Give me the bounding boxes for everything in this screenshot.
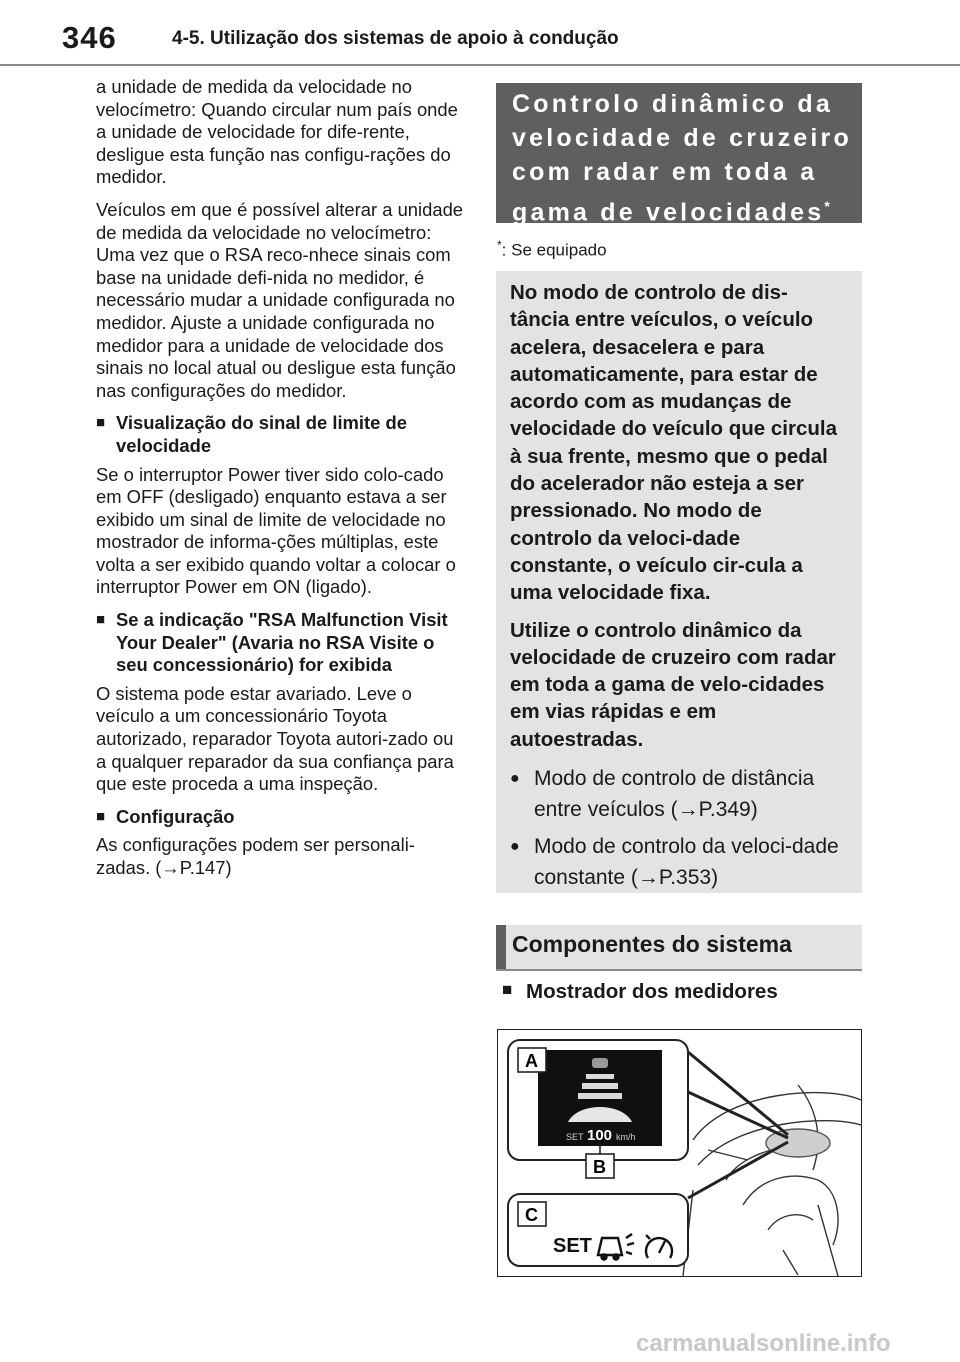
paragraph-configuration: As configurações podem ser personali-zadas. (→P.147) [96,834,415,878]
summary-box [496,271,862,893]
footnote-marker: * [824,198,833,214]
page-header [0,0,960,68]
footnote: *: Se equipado [497,238,607,260]
chapter-title-box [496,83,862,227]
subheading-rsa-malfunction [96,609,468,677]
mode-constant-speed-link[interactable]: Modo de controlo da veloci-dade constante (→P.353) [534,835,839,890]
mode-list [510,763,846,893]
heading-accent-bar [496,925,506,969]
subheading-configuration [96,806,468,829]
subheading-text: Visualização do sinal de limite de velocidade [116,412,407,456]
header-divider [0,64,960,66]
square-bullet-icon: ■ [96,611,106,629]
steering-wheel-drawing [683,1085,861,1276]
subheading-speed-limit-display [96,412,468,457]
summary-paragraph-1: No modo de controlo de dis-tância entre veículos, o veículo acelera, desacelera e para automaticamente, para estar de acordo com as mudanças de velocidade do veículo que circula à sua frente, mesmo que o pedal do acelerador não esteja a ser pressionado. No modo de controlo da veloci-dade constante, o veículo cir-cula a uma velocidade fixa. [510,281,837,605]
watermark: carmanualsonline.info [636,1330,891,1357]
speed-unit: km/h [616,1132,636,1142]
dashboard-illustration [497,1029,862,1277]
subheading-text: Mostrador dos medidores [526,980,778,1003]
meter-subheading [502,980,778,1004]
set-indicator: SET [553,1235,592,1257]
leader-lines [688,1052,788,1198]
label-a: A [525,1051,538,1071]
components-heading: Componentes do sistema [512,931,792,957]
page-number: 346 [62,20,117,55]
paragraph-power-switch: Se o interruptor Power tiver sido colo-cado em OFF (desligado) enquanto estava a ser exibido um sinal de limite de velocidade no mostrador de informa-ções múltiplas, este volta a ser exibido quando voltar a colocar o interruptor Power em ON (ligado). [96,463,456,598]
label-c: C [525,1205,538,1225]
paragraph-unit-speedometer: a unidade de medida da velocidade no velocímetro: Quando circular num país onde a unidade de velocidade for dife-rente, desligue esta função nas configu-rações do medidor. [96,76,458,188]
square-bullet-icon: ■ [96,807,106,825]
left-column [96,76,468,890]
summary-paragraph-2: Utilize o controlo dinâmico da velocidade de cruzeiro com radar em toda a gama de velo-cidades em vias rápidas e em autoestradas. [510,618,836,751]
paragraph-malfunction: O sistema pode estar avariado. Leve o veículo a um concessionário Toyota autorizado, reparador Toyota autori-zado ou a qualquer reparador da sua confiança para que este proceda a uma inspeção. [96,682,454,795]
list-item [510,763,846,825]
round-bullet-icon: ● [510,770,520,788]
square-bullet-icon: ■ [502,980,513,999]
subheading-text: Se a indicação "RSA Malfunction Visit Your Dealer" (Avaria no RSA Visite o seu concessionário) for exibida [116,609,448,676]
chapter-title: Controlo dinâmico da velocidade de cruzeiro com radar em toda a gama de velocidades* [512,90,852,227]
square-bullet-icon: ■ [96,414,106,432]
list-item [510,831,846,893]
section-title: 4-5. Utilização dos sistemas de apoio à condução [172,28,619,49]
subheading-text: Configuração [116,805,235,827]
label-b: B [593,1157,606,1177]
components-heading-box [496,925,862,971]
set-speed-value: 100 [587,1127,613,1144]
round-bullet-icon: ● [510,838,520,856]
set-label: SET [566,1132,584,1142]
car-ahead-icon [592,1058,608,1068]
paragraph-unit-change: Veículos em que é possível alterar a unidade de medida da velocidade no velocímetro: Uma vez que o RSA reco-nhece sinais com base na unidade defi-nida no medidor, é necessário mudar a unidade configurada no medidor. Ajuste a unidade configurada no medidor para a unidade de velocidade dos sinais no local atual ou desligue esta função nas configurações do medidor. [96,198,464,401]
mode-distance-link[interactable]: Modo de controlo de distância entre veículos (→P.349) [534,767,815,822]
dashboard-svg [498,1030,861,1276]
